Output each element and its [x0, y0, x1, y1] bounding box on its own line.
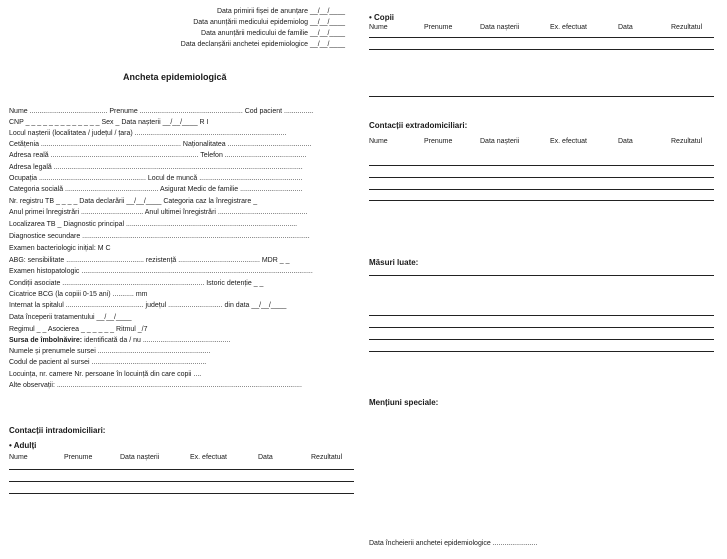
adults-col-birthdate: Data nașterii [120, 454, 160, 461]
children-col-exam: Ex. efectuat [550, 24, 587, 31]
end-date: Data încheierii anchetei epidemiologice ....................... [369, 540, 538, 547]
extra-row-line [369, 177, 714, 178]
source-section [9, 336, 230, 345]
field-abg: ABG: sensibilitate ........................................ rezistență .......................................... MDR _ _ [9, 257, 290, 264]
field-registration-years: Anul primei înregistrări ................................ Anul ultimei înregistrări .............................................. [9, 209, 308, 216]
extra-col-surname: Prenume [424, 138, 453, 145]
field-birthplace: Locul nașterii (localitatea / județul / țara) .............................................................................. [9, 130, 287, 137]
field-treatment-start: Data începerii tratamentului __/__/____ [9, 314, 132, 321]
field-citizenship: Cetățenia ........................................................................ Naționalitatea ........................................... [9, 141, 312, 148]
children-col-name: Nume [369, 24, 388, 31]
field-secondary-diagnoses: Diagnostice secundare ..................................................................................................................... [9, 233, 310, 240]
adults-col-result: Rezultatul [311, 454, 343, 461]
adults-row-line [9, 481, 354, 482]
source-heading: Sursa de îmbolnăvire: [9, 337, 83, 344]
extra-col-result: Rezultatul [671, 138, 703, 145]
measures-line [369, 339, 714, 340]
field-legal-address: Adresa legală ................................................................................................................................ [9, 164, 303, 171]
header-date-epidemiologist: Data anunțării medicului epidemiolog __/__/____ [193, 19, 345, 26]
children-row-line [369, 37, 714, 38]
children-row-line [369, 49, 714, 50]
extra-row-line [369, 165, 714, 166]
field-hospitalization: Internat la spitalul ........................................ județul ............................ din data __/__/____ [9, 302, 287, 309]
field-bacteriological-exam: Examen bacteriologic inițial: M C [9, 245, 111, 252]
adults-heading: • Adulți [9, 441, 37, 450]
children-col-date: Data [618, 24, 633, 31]
children-col-surname: Prenume [424, 24, 453, 31]
header-date-receipt: Data primirii fișei de anunțare __/__/____ [216, 8, 345, 15]
source-housing: Locuința, nr. camere Nr. persoane în locuință din care copii .... [9, 371, 202, 378]
header-date-survey-start: Data declanșării anchetei epidemiologice __/__/____ [180, 41, 345, 48]
adults-col-date: Data [258, 454, 273, 461]
field-tb-localization: Localizarea TB _ Diagnostic principal ........................................................................................ [9, 221, 298, 228]
children-col-birthdate: Data nașterii [480, 24, 520, 31]
field-histopathology: Examen histopatologic ....................................................................................................................... [9, 268, 313, 275]
extra-col-exam: Ex. efectuat [550, 138, 587, 145]
adults-col-name: Nume [9, 454, 28, 461]
measures-line [369, 327, 714, 328]
source-identified: identificată da / nu ............................................. [82, 337, 231, 344]
field-cnp: CNP _ _ _ _ _ _ _ _ _ _ _ _ _ Sex _ Data nașterii __/__/____ R I [9, 119, 209, 126]
other-observations: Alte observații: .............................................................................................................................. [9, 382, 302, 389]
field-occupation: Ocupația ....................................................... Locul de muncă ..................................................... [9, 175, 303, 182]
field-associated-conditions: Condiții asociate ......................................................................... Istoric detenție _ _ [9, 280, 264, 287]
adults-row-line [9, 493, 354, 494]
measures-line [369, 315, 714, 316]
source-name: Numele și prenumele sursei .......................................................... [9, 348, 211, 355]
extra-col-date: Data [618, 138, 633, 145]
extra-col-birthdate: Data nașterii [480, 138, 520, 145]
source-patient-code: Codul de pacient al sursei ........................................................... [9, 359, 207, 366]
extra-row-line [369, 189, 714, 190]
children-heading: • Copii [369, 13, 395, 22]
measures-line [369, 275, 714, 276]
measures-heading: Măsuri luate: [369, 258, 419, 267]
field-real-address: Adresa reală ............................................................................ Telefon .......................................... [9, 152, 307, 159]
header-date-family-doctor: Data anunțării medicului de familie __/__/____ [201, 30, 345, 37]
field-bcg-scar: Cicatrice BCG (la copiii 0-15 ani) ........... mm [9, 291, 148, 298]
extra-col-name: Nume [369, 138, 388, 145]
page-title: Ancheta epidemiologică [123, 72, 227, 82]
adults-row-line [9, 469, 354, 470]
field-regimen: Regimul _ _ Asocierea _ _ _ _ _ _ Ritmul _/7 [9, 326, 148, 333]
contacts-extra-heading: Contacții extradomiciliari: [369, 121, 468, 130]
adults-col-exam: Ex. efectuat [190, 454, 227, 461]
mentions-heading: Mențiuni speciale: [369, 398, 439, 407]
field-tb-register: Nr. registru TB _ _ _ _ Data declarării __/__/____ Categoria caz la înregistrare _ [9, 198, 258, 205]
measures-line [369, 351, 714, 352]
children-row-line [369, 96, 714, 97]
contacts-intra-heading: Contacții intradomiciliari: [9, 426, 106, 435]
extra-row-line [369, 200, 714, 201]
field-social-category: Categoria socială ................................................ Asigurat Medic de familie ................................ [9, 186, 303, 193]
field-name: Nume ........................................ Prenume ..................................................... Cod pacient ............... [9, 108, 314, 115]
adults-col-surname: Prenume [64, 454, 93, 461]
children-col-result: Rezultatul [671, 24, 703, 31]
